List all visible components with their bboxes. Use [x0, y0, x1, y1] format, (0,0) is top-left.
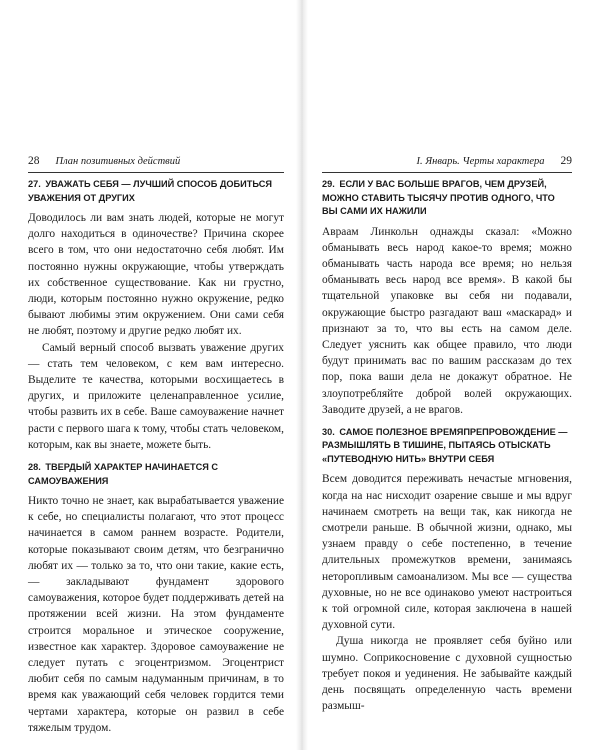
section-title: ТВЕРДЫЙ ХАРАКТЕР НАЧИНАЕТСЯ С САМОУВАЖЕНИЯ — [28, 462, 219, 486]
paragraph: Всем доводится переживать нечастые мгновения, когда на нас нисходит озарение свыше и мы вдруг начинаем смотреть на вещи так, как никогда не смотрели раньше. В обычной жизни, однако, мы узнаем правду о себе постепенно, в течение длительных промежутков времени, занимаясь неторопливым самоанализом. Мы все — существа духовные, но не все одинаково умеют настроиться к той огромной силе, которая заключена в нашей духовной сути. — [322, 473, 572, 632]
paragraph: Доводилось ли вам знать людей, которые не могут долго находиться в одиночестве? Причина скорее всего в том, что они недостаточно себя любят. Им постоянно нужны окружающие, чтобы утверждать их собственное существование. Как ни грустно, люди, которым постоянно нужно окружение, редко бывают любимы этим окружением. Они сами себя не любят, поэтому и другие редко любят их. — [28, 212, 284, 338]
page-number: 29 — [560, 155, 572, 167]
section-heading-28 — [28, 461, 284, 488]
book-gutter — [296, 0, 308, 750]
section-title: ЕСЛИ У ВАС БОЛЬШЕ ВРАГОВ, ЧЕМ ДРУЗЕЙ, МОЖНО СТАВИТЬ ТЫСЯЧУ ПРОТИВ ОДНОГО, ЧТО ВЫ САМИ ИХ НАЖИЛИ — [322, 179, 555, 216]
paragraph: Никто точно не знает, как вырабатывается уважение к себе, но специалисты полагают, что этот процесс начинается в самом раннем возрасте. Родители, которые показывают своим детям, что безгранично любят их — только за то, что они такие, какие есть, — закладывают фундамент здорового самоуважения, которое будет поддерживать детей на протяжении всей жизни. На этом фундаменте строится моральное и этическое сооружение, известное как характер. Здоровое самоуважение не следует путать с эгоцентризмом. Эгоцентрист любит себя по самым надуманным причинам, в то время как уважающий себя человек гордится теми чертами характера, которые он развил в себе тяжелым трудом. — [28, 495, 284, 734]
section-title: САМОЕ ПОЛЕЗНОЕ ВРЕМЯПРЕПРОВОЖДЕНИЕ — РАЗМЫШЛЯТЬ В ТИШИНЕ, ПЫТАЯСЬ ОТЫСКАТЬ «ПУТЕВОДНУЮ НИТЬ» ВНУТРИ СЕБЯ — [322, 426, 568, 464]
paragraph: Самый верный способ вызвать уважение других — стать тем человеком, с кем вам интересно. Выделите те качества, которыми восхищаетесь в других, и приложите целенаправленное усилие, чтобы развить их в себе. Ваше самоуважение начнет расти с первого шага к тому, чтобы стать человеком, которым, как вы знаете, можете быть. — [28, 341, 284, 451]
paragraph: Авраам Линкольн однажды сказал: «Можно обманывать весь народ какое-то время; можно обманывать часть народа все время; но нельзя обманывать весь народ все время». В какой бы тщательной упаковке вы себя ни подавали, окружающие быстро разгадают ваш «маскарад» и признают за то, что вы есть на самом деле. Следует уяснить как общее правило, что люди будут принимать вас по вашим рассказам до тех пор, пока ваши дела не докажут обратное. Не злоупотребляйте доброй волей окружающих. Заводите друзей, а не врагов. — [322, 225, 572, 416]
section-heading-30 — [322, 426, 572, 467]
section-number: 28. — [28, 462, 41, 473]
paragraph: Душа никогда не проявляет себя буйно или шумно. Соприкосновение с духовной сущностью требует покоя и уединения. Не забывайте каждый день посвящать определенную часть времени размыш- — [322, 635, 572, 713]
left-running-head — [28, 155, 284, 173]
left-page — [28, 155, 284, 736]
page-number: 28 — [28, 155, 40, 167]
running-title: План позитивных действий — [55, 156, 181, 167]
section-number: 30. — [322, 426, 335, 437]
right-running-head — [322, 155, 572, 173]
running-title: I. Январь. Черты характера — [416, 156, 545, 167]
section-heading-29 — [322, 178, 572, 219]
right-page — [322, 155, 572, 714]
section-title: УВАЖАТЬ СЕБЯ — ЛУЧШИЙ СПОСОБ ДОБИТЬСЯ УВАЖЕНИЯ ОТ ДРУГИХ — [28, 179, 272, 203]
section-heading-27 — [28, 178, 284, 205]
section-number: 29. — [322, 179, 335, 189]
section-number: 27. — [28, 179, 41, 189]
